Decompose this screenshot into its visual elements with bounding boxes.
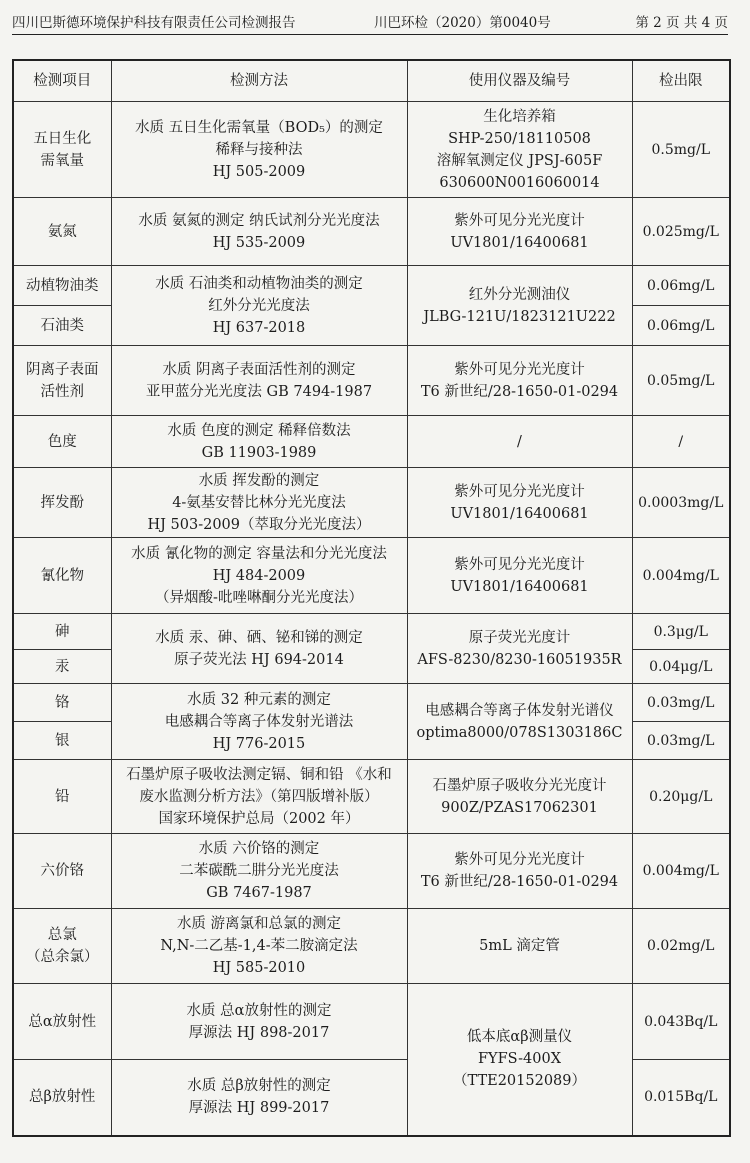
cell-instrument: 低本底αβ测量仪 FYFS-400X （TTE20152089） — [407, 984, 632, 1136]
table-row — [13, 416, 730, 468]
col-header-method: 检测方法 — [111, 60, 407, 102]
cell-item: 银 — [13, 722, 111, 760]
table-row — [13, 102, 730, 198]
cell-instrument: 电感耦合等离子体发射光谱仪 optima8000/078S1303186C — [407, 684, 632, 760]
col-header-item: 检测项目 — [13, 60, 111, 102]
cell-method: 水质 色度的测定 稀释倍数法 GB 11903-1989 — [111, 416, 407, 468]
cell-item: 总β放射性 — [13, 1060, 111, 1136]
cell-method: 水质 阴离子表面活性剂的测定 亚甲蓝分光光度法 GB 7494-1987 — [111, 346, 407, 416]
table-row — [13, 984, 730, 1060]
cell-item: 铬 — [13, 684, 111, 722]
table-row — [13, 614, 730, 650]
page-number: 第 2 页 共 4 页 — [635, 15, 728, 31]
table-row — [13, 909, 730, 984]
table-row — [13, 684, 730, 722]
cell-instrument: 石墨炉原子吸收分光光度计 900Z/PZAS17062301 — [407, 760, 632, 834]
cell-method: 水质 五日生化需氧量（BOD₅）的测定 稀释与接种法 HJ 505-2009 — [111, 102, 407, 198]
cell-instrument: 紫外可见分光光度计 T6 新世纪/28-1650-01-0294 — [407, 346, 632, 416]
cell-instrument: / — [407, 416, 632, 468]
table-row — [13, 538, 730, 614]
table-row — [13, 760, 730, 834]
cell-limit: 0.04μg/L — [632, 650, 730, 684]
cell-method: 水质 氨氮的测定 纳氏试剂分光光度法 HJ 535-2009 — [111, 198, 407, 266]
cell-method: 水质 挥发酚的测定 4-氨基安替比林分光光度法 HJ 503-2009（萃取分光光度法） — [111, 468, 407, 538]
cell-limit: 0.06mg/L — [632, 266, 730, 306]
cell-limit: 0.02mg/L — [632, 909, 730, 984]
cell-item: 砷 — [13, 614, 111, 650]
test-methods-table — [12, 59, 731, 1137]
cell-instrument: 生化培养箱 SHP-250/18110508 溶解氧测定仪 JPSJ-605F 630600N0016060014 — [407, 102, 632, 198]
cell-limit: 0.06mg/L — [632, 306, 730, 346]
col-header-instrument: 使用仪器及编号 — [407, 60, 632, 102]
cell-instrument: 红外分光测油仪 JLBG-121U/1823121U222 — [407, 266, 632, 346]
cell-method: 水质 游离氯和总氯的测定 N,N-二乙基-1,4-苯二胺滴定法 HJ 585-2010 — [111, 909, 407, 984]
table-row — [13, 266, 730, 306]
cell-limit: 0.03mg/L — [632, 722, 730, 760]
table-row — [13, 468, 730, 538]
cell-method: 水质 汞、砷、硒、铋和锑的测定 原子荧光法 HJ 694-2014 — [111, 614, 407, 684]
cell-item: 氰化物 — [13, 538, 111, 614]
cell-item: 总α放射性 — [13, 984, 111, 1060]
cell-item: 氨氮 — [13, 198, 111, 266]
cell-instrument: 原子荧光光度计 AFS-8230/8230-16051935R — [407, 614, 632, 684]
col-header-limit: 检出限 — [632, 60, 730, 102]
cell-item: 六价铬 — [13, 834, 111, 909]
cell-method: 水质 氰化物的测定 容量法和分光光度法 HJ 484-2009 （异烟酸-吡唑啉酮分光光度法） — [111, 538, 407, 614]
cell-item: 挥发酚 — [13, 468, 111, 538]
cell-limit: / — [632, 416, 730, 468]
cell-item: 色度 — [13, 416, 111, 468]
cell-item: 汞 — [13, 650, 111, 684]
cell-limit: 0.0003mg/L — [632, 468, 730, 538]
cell-limit: 0.025mg/L — [632, 198, 730, 266]
cell-item: 石油类 — [13, 306, 111, 346]
table-row — [13, 198, 730, 266]
cell-instrument: 紫外可见分光光度计 UV1801/16400681 — [407, 198, 632, 266]
cell-instrument: 紫外可见分光光度计 T6 新世纪/28-1650-01-0294 — [407, 834, 632, 909]
cell-instrument: 紫外可见分光光度计 UV1801/16400681 — [407, 538, 632, 614]
cell-item: 铅 — [13, 760, 111, 834]
cell-method: 水质 石油类和动植物油类的测定 红外分光光度法 HJ 637-2018 — [111, 266, 407, 346]
table-header-row — [13, 60, 730, 102]
cell-item: 动植物油类 — [13, 266, 111, 306]
cell-limit: 0.004mg/L — [632, 834, 730, 909]
cell-method: 水质 总α放射性的测定 厚源法 HJ 898-2017 — [111, 984, 407, 1060]
cell-limit: 0.05mg/L — [632, 346, 730, 416]
cell-method: 水质 32 种元素的测定 电感耦合等离子体发射光谱法 HJ 776-2015 — [111, 684, 407, 760]
cell-method: 水质 总β放射性的测定 厚源法 HJ 899-2017 — [111, 1060, 407, 1136]
cell-limit: 0.03mg/L — [632, 684, 730, 722]
cell-limit: 0.3μg/L — [632, 614, 730, 650]
cell-limit: 0.20μg/L — [632, 760, 730, 834]
company-report-title: 四川巴斯德环境保护科技有限责任公司检测报告 — [12, 15, 296, 31]
table-row — [13, 834, 730, 909]
cell-limit: 0.043Bq/L — [632, 984, 730, 1060]
cell-limit: 0.015Bq/L — [632, 1060, 730, 1136]
cell-instrument: 紫外可见分光光度计 UV1801/16400681 — [407, 468, 632, 538]
report-number: 川巴环检（2020）第0040号 — [374, 15, 551, 31]
cell-item: 五日生化 需氧量 — [13, 102, 111, 198]
cell-item: 阴离子表面 活性剂 — [13, 346, 111, 416]
cell-limit: 0.004mg/L — [632, 538, 730, 614]
cell-instrument: 5mL 滴定管 — [407, 909, 632, 984]
page-header — [12, 12, 728, 35]
cell-method: 水质 六价铬的测定 二苯碳酰二肼分光光度法 GB 7467-1987 — [111, 834, 407, 909]
table-row — [13, 346, 730, 416]
cell-method: 石墨炉原子吸收法测定镉、铜和铅 《水和 废水监测分析方法》（第四版增补版） 国家环境保护总局（2002 年） — [111, 760, 407, 834]
cell-limit: 0.5mg/L — [632, 102, 730, 198]
cell-item: 总氯 （总余氯） — [13, 909, 111, 984]
